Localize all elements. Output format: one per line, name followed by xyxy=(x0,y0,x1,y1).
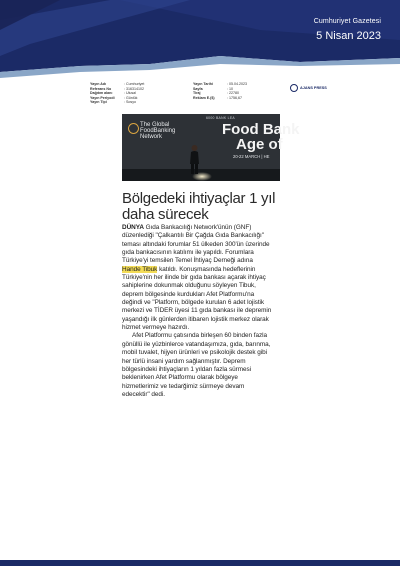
article-body xyxy=(122,224,272,399)
photo-org-line: FoodBanking xyxy=(140,128,176,134)
agency-logo-icon xyxy=(290,84,298,92)
meta-value: : 1756,67 xyxy=(227,95,242,100)
meta-value: : 22780 xyxy=(227,91,239,96)
meta-left-block xyxy=(90,82,164,105)
meta-key: Referans No xyxy=(90,86,112,91)
publication-date: 5 Nisan 2023 xyxy=(316,30,381,42)
meta-value: : Ulusal xyxy=(124,91,136,96)
article-title: Bölgedeki ihtiyaçlar 1 yıl daha sürecek xyxy=(122,190,276,223)
meta-key: Yayın Tipi xyxy=(90,100,107,105)
article-text: Gıda Bankacılığı Network'ünün (GNF) düzenlediği "Çalkantılı Bir Çağda Gıda Bankacılığı" teması altındaki forumlar 51 ülkeden 300'ün üzerinde gıda bankacısının katılımı ile yapıldı. Forumlara Türkiye'yi temsilen Temel İhtiyaç Derneği adına xyxy=(122,224,270,265)
highlighted-name: Hande Tibuk xyxy=(122,265,158,273)
speaker-figure-icon xyxy=(188,144,201,174)
meta-key: Reklam E.($) xyxy=(193,95,215,100)
article-paragraph: Afet Platformu çatısında birleşen 60 binden fazla gönüllü ile yüzbinlerce vatandaşımıza, gıda, barınma, mobil tuvalet, hijyen ürünleri ve psikolojik destek gibi her türlü insani yardım sağlanmıştır. Deprem bölgesindeki ihtiyaçların 1 yıldan fazla sürmesi beklenirken Afet Platformu olarak bölgeye hizmetlerimiz ve tedarğimiz sürmeye devam edecektir" dedi. xyxy=(122,332,271,398)
meta-key: Tiraj xyxy=(193,91,201,96)
meta-key: Yayın Tarihi xyxy=(193,82,213,86)
meta-value: : Sosyo xyxy=(124,100,136,105)
header-banner xyxy=(0,0,400,82)
article-paragraph xyxy=(122,224,272,332)
agency-logo xyxy=(290,84,327,94)
article-text: katıldı. Konuşmasında hedeflerinin Türkiye'nin her ilinde bir gıda bankası açarak ihtiyaç sahiplerine dokunmak olduğunu söyleyen Tibuk, deprem bölgesinde kurdukları Afet Platformu'na değindi ve "Platform, bölgede kurulan 6 adet lojistik merkezi ve TİDER üyesi 11 gıda bankası ile depremin yaşandığı ilk günlerden itibaren lojistik merkez olarak hizmet vermeye hazırdı. xyxy=(122,265,272,332)
photo-org-line: Network xyxy=(140,134,163,140)
meta-right-block xyxy=(193,82,267,100)
meta-row xyxy=(193,96,267,101)
meta-value: : Cumhuriyet xyxy=(124,82,145,86)
meta-key: Yayın Periyodi xyxy=(90,95,115,100)
publication-name: Cumhuriyet Gazetesi xyxy=(313,18,381,25)
meta-value: : 10 xyxy=(227,86,233,91)
agency-logo-text: AJANS PRESS xyxy=(300,86,327,90)
gfn-logo-icon xyxy=(128,123,139,134)
meta-row xyxy=(90,100,164,105)
meta-value: : 316314102 xyxy=(124,86,144,91)
photo-big-text: Age of xyxy=(236,136,283,153)
photo-banner-top: 6000 BANK LEA xyxy=(206,116,235,120)
meta-value: : 05.04.2023 xyxy=(227,82,247,86)
photo-big-text: Food Bank xyxy=(222,121,300,138)
meta-key: Dağıtım alanı xyxy=(90,91,113,96)
footer-bar xyxy=(0,560,400,566)
meta-value: : Günlük xyxy=(124,95,138,100)
meta-key: Sayfa xyxy=(193,86,203,91)
photo-dates: 20-22 MARCH | HE xyxy=(233,154,270,159)
photo-org-line: The Global xyxy=(140,122,170,128)
article-photo xyxy=(122,114,300,181)
article-lead-bold: DÜNYA xyxy=(122,224,144,231)
meta-key: Yayın Adı xyxy=(90,82,107,86)
